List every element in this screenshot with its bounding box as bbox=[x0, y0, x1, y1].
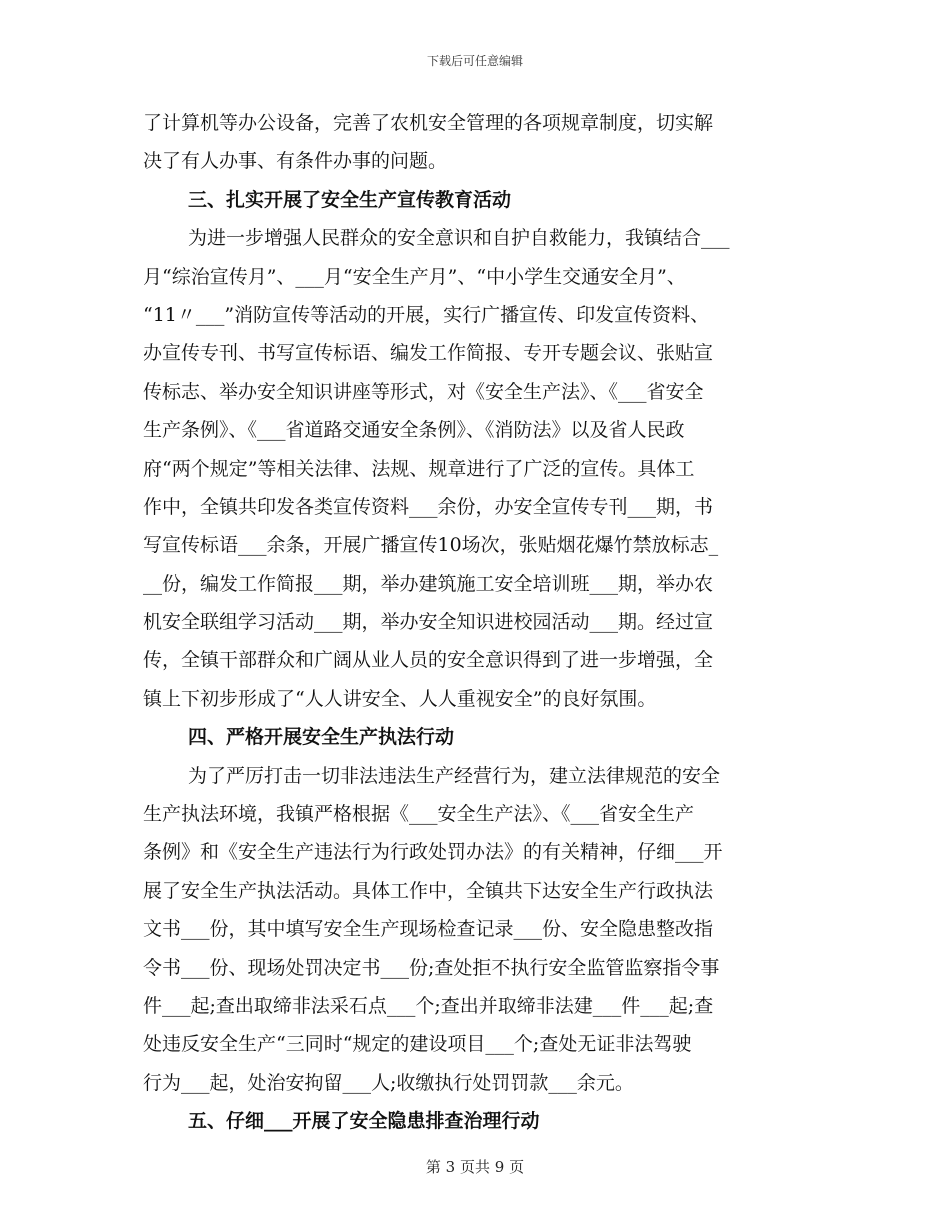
document-body bbox=[143, 104, 815, 1141]
body-line: 决了有人办事、有条件办事的问题。 bbox=[143, 150, 448, 173]
body-line: 作中，全镇共印发各类宣传资料___余份，办安全宣传专刊___期，书 bbox=[143, 495, 714, 518]
body-line: 生产条例》、《___省道路交通安全条例》、《消防法》以及省人民政 bbox=[143, 419, 685, 442]
body-line: 行为___起，处治安拘留___人;收缴执行处罚罚款___余元。 bbox=[143, 1071, 634, 1094]
paragraph-start: 为了严厉打击一切非法违法生产经营行为，建立法律规范的安全 bbox=[188, 764, 721, 787]
body-line: 件___起;查出取缔非法采石点___个;查出并取缔非法建___件___起;查 bbox=[143, 994, 714, 1017]
body-line: 镇上下初步形成了“人人讲安全、人人重视安全”的良好氛围。 bbox=[143, 687, 657, 710]
body-line: 处违反安全生产“三同时“规定的建设项目___个;查处无证非法驾驶 bbox=[143, 1033, 692, 1056]
body-line: 写宣传标语___余条，开展广播宣传10场次，张贴烟花爆竹禁放标志_ bbox=[143, 534, 719, 557]
body-line: 传，全镇干部群众和广阔从业人员的安全意识得到了进一步增强，全 bbox=[143, 649, 714, 672]
paragraph-start: 为进一步增强人民群众的安全意识和自护自救能力，我镇结合___ bbox=[188, 227, 730, 250]
body-line: 生产执法环境，我镇严格根据《___安全生产法》、《___省安全生产 bbox=[143, 803, 695, 826]
body-line: “11〃___”消防宣传等活动的开展，实行广播宣传、印发宣传资料、 bbox=[143, 303, 710, 326]
body-line: 条例》和《安全生产违法行为行政处罚办法》的有关精神，仔细___开 bbox=[143, 841, 723, 864]
body-line: 令书___份、现场处罚决定书___份;查处拒不执行安全监管监察指令事 bbox=[143, 956, 720, 979]
page-number: 第 3 页共 9 页 bbox=[425, 1158, 525, 1176]
body-line: 办宣传专刊、书写宣传标语、编发工作简报、专开专题会议、张贴宣 bbox=[143, 342, 714, 365]
body-line: __份，编发工作简报___期，举办建筑施工安全培训班___期，举办农 bbox=[143, 572, 714, 595]
body-line: 传标志、举办安全知识讲座等形式，对《安全生产法》、《___省安全 bbox=[143, 380, 704, 403]
body-line: 机安全联组学习活动___期，举办安全知识进校园活动___期。经过宣 bbox=[143, 611, 714, 634]
section-heading-3: 三、扎实开展了安全生产宣传教育活动 bbox=[188, 188, 512, 211]
section-heading-5: 五、仔细___开展了安全隐患排查治理行动 bbox=[188, 1110, 540, 1133]
body-line: 展了安全生产执法活动。具体工作中，全镇共下达安全生产行政执法 bbox=[143, 879, 714, 902]
body-line: 文书___份，其中填写安全生产现场检查记录___份、安全隐患整改指 bbox=[143, 918, 714, 941]
section-heading-4: 四、严格开展安全生产执法行动 bbox=[188, 726, 455, 749]
body-line: 府“两个规定”等相关法律、法规、规章进行了广泛的宣传。具体工 bbox=[143, 457, 695, 480]
body-line: 了计算机等办公设备，完善了农机安全管理的各项规章制度，切实解 bbox=[143, 112, 714, 134]
body-line: 月“综治宣传月”、___月“安全生产月”、“中小学生交通安全月”、 bbox=[143, 265, 686, 288]
page-header: 下载后可任意编辑 bbox=[426, 54, 523, 68]
